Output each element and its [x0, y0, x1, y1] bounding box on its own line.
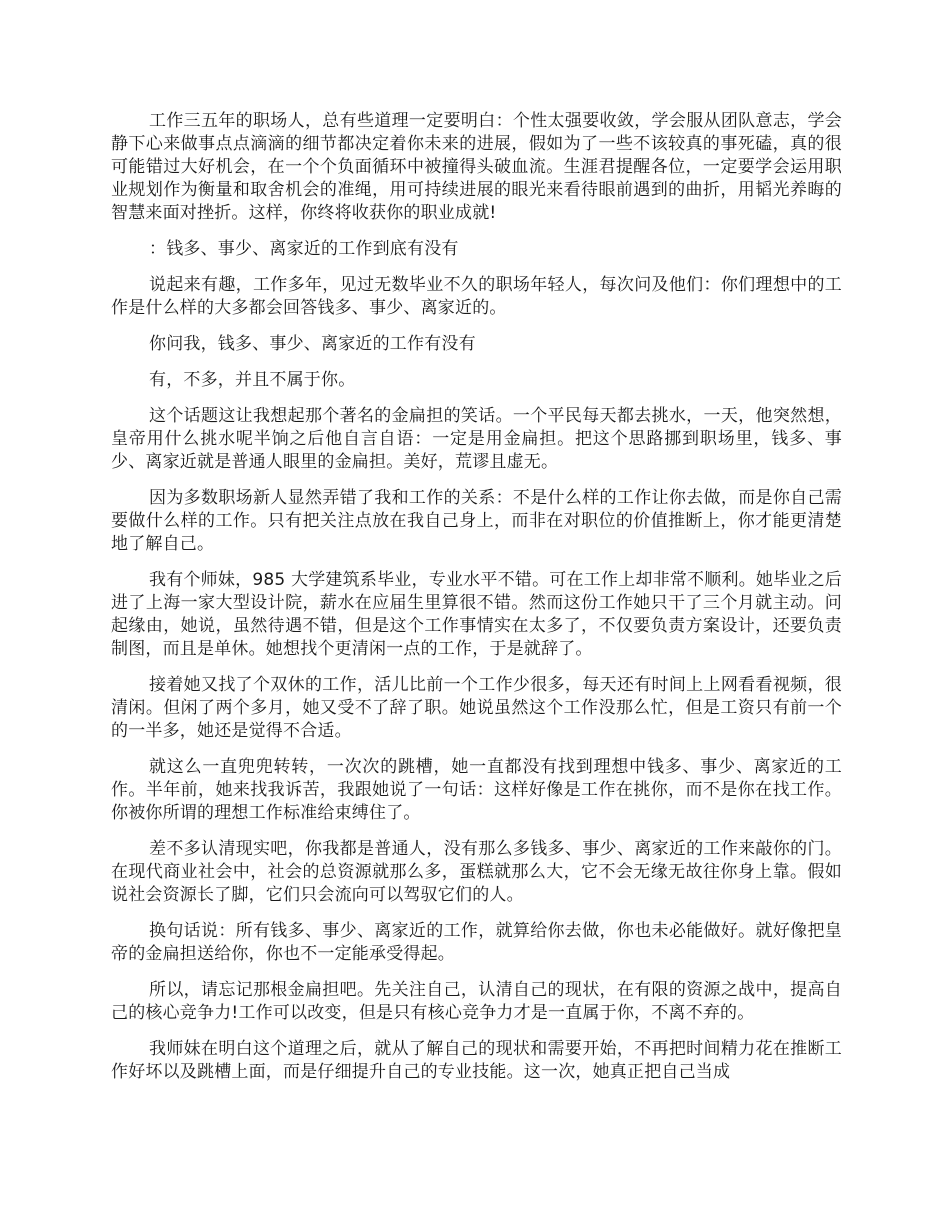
paragraph-5: 有，不多，并且不属于你。: [149, 370, 356, 390]
paragraph-6: 这个话题这让我想起那个著名的金扁担的笑话。一个平民每天都去挑水，一天，他突然想，皇帝用什么挑水呢半饷之后他自言自语：一定是用金扁担。把这个思路挪到职场里，钱多、事少、离家近就是普通人眼里的金扁担。美好，荒谬且虚无。: [111, 406, 842, 472]
document-body: [111, 110, 842, 1097]
paragraph-4: 你问我，钱多、事少、离家近的工作有没有: [149, 334, 476, 354]
paragraph-14: 我师妹在明白这个道理之后，就从了解自己的现状和需要开始，不再把时间精力花在推断工作好坏以及跳槽上面，而是仔细提升自己的专业技能。这一次，她真正把自己当成: [111, 1039, 842, 1082]
paragraph-7: 因为多数职场新人显然弄错了我和工作的关系：不是什么样的工作让你去做，而是你自己需要做什么样的工作。只有把关注点放在我自己身上，而非在对职位的价值推断上，你才能更清楚地了解自己。: [111, 488, 842, 554]
paragraph-3: 说起来有趣，工作多年，见过无数毕业不久的职场年轻人，每次问及他们：你们理想中的工作是什么样的大多都会回答钱多、事少、离家近的。: [111, 275, 842, 318]
paragraph-11: 差不多认清现实吧，你我都是普通人，没有那么多钱多、事少、离家近的工作来敲你的门。在现代商业社会中，社会的总资源就那么多，蛋糕就那么大，它不会无缘无故往你身上靠。假如说社会资源长了脚，它们只会流向可以驾驭它们的人。: [111, 839, 842, 905]
paragraph-10: 就这么一直兜兜转转，一次次的跳槽，她一直都没有找到理想中钱多、事少、离家近的工作。半年前，她来找我诉苦，我跟她说了一句话：这样好像是工作在挑你，而不是你在找工作。你被你所谓的理想工作标准给束缚住了。: [111, 757, 842, 823]
paragraph-9: 接着她又找了个双休的工作，活儿比前一个工作少很多，每天还有时间上上网看看视频，很清闲。但闲了两个多月，她又受不了辞了职。她说虽然这个工作没那么忙，但是工资只有前一个的一半多，她还是觉得不合适。: [111, 675, 842, 741]
paragraph-1: 工作三五年的职场人，总有些道理一定要明白：个性太强要收敛，学会服从团队意志，学会静下心来做事点点滴滴的细节都决定着你未来的进展，假如为了一些不该较真的事死磕，真的很可能错过大好机会，在一个个负面循环中被撞得头破血流。生涯君提醒各位，一定要学会运用职业规划作为衡量和取舍机会的准绳，用可持续进展的眼光来看待眼前遇到的曲折，用韬光养晦的智慧来面对挫折。这样，你终将收获你的职业成就!: [111, 111, 842, 223]
paragraph-13: 所以，请忘记那根金扁担吧。先关注自己，认清自己的现状，在有限的资源之战中，提高自己的核心竞争力!工作可以改变，但是只有核心竞争力才是一直属于你，不离不弃的。: [111, 980, 842, 1023]
paragraph-8: 我有个师妹，985 大学建筑系毕业，专业水平不错。可在工作上却非常不顺利。她毕业之后进了上海一家大型设计院，薪水在应届生里算很不错。然而这份工作她只干了三个月就主动。问起缘由，她说，虽然待遇不错，但是这个工作事情实在太多了，不仅要负责方案设计，还要负责制图，而且是单休。她想找个更清闲一点的工作，于是就辞了。: [111, 570, 842, 659]
paragraph-2-heading: ：钱多、事少、离家近的工作到底有没有: [149, 239, 459, 259]
paragraph-12: 换句话说：所有钱多、事少、离家近的工作，就算给你去做，你也未必能做好。就好像把皇帝的金扁担送给你，你也不一定能承受得起。: [111, 921, 842, 964]
